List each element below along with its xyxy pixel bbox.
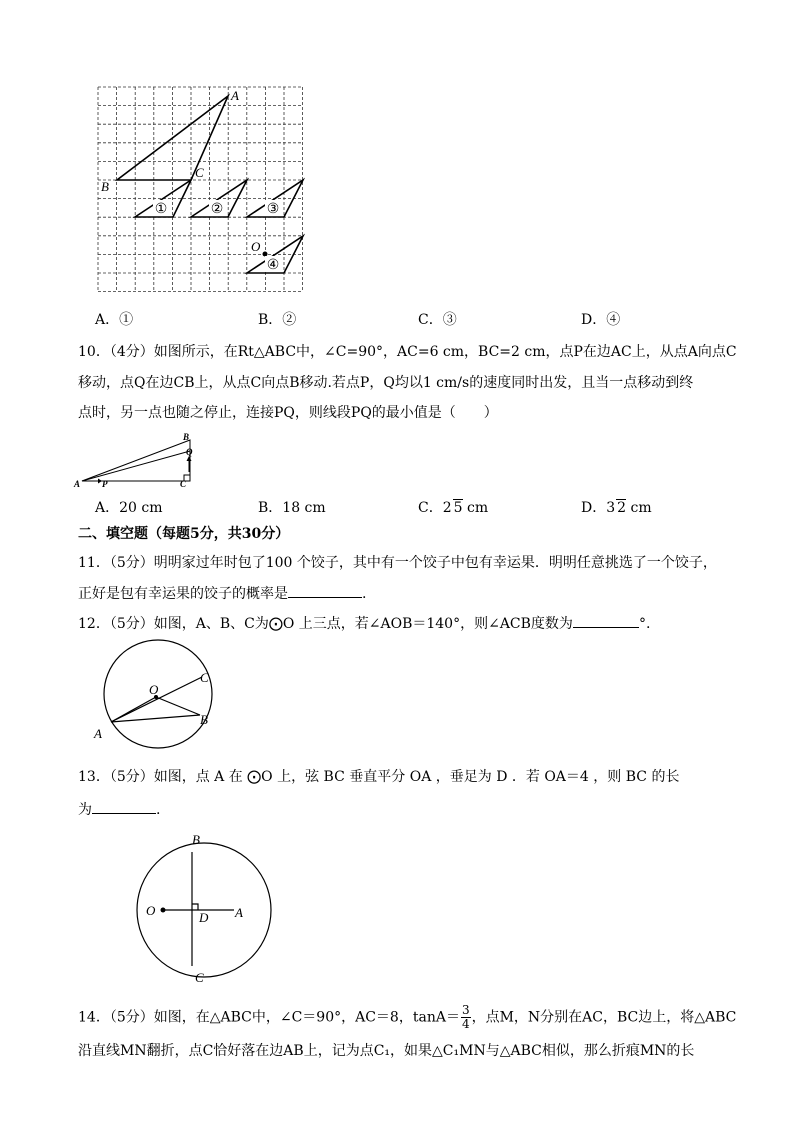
answer-blank <box>92 799 156 814</box>
q13-circle-figure <box>140 828 300 988</box>
label-b: B <box>101 179 109 194</box>
label-a: A <box>235 905 243 920</box>
q11-line-1: 11．（5分）明明家过年时包了100 个饺子，其中有一个饺子中包有幸运果．明明任意挑选了一个饺子， <box>78 555 717 571</box>
q14-line-1: 14．（5分）如图，在△ABC中，∠C＝90°，AC＝8，tanA＝ $\frac{3}{4}$ ，点M，N分别在AC，BC边上，将△ABC <box>78 1003 737 1031</box>
q10-option-b: B．18 cm <box>258 500 326 516</box>
q13-line-1: 13．（5分）如图，点 A 在 ⨀O 上，弦 BC 垂直平分 OA ，垂足为 D ．若 OA＝4 ，则 BC 的长 <box>78 769 680 785</box>
answer-blank <box>288 583 362 598</box>
q9-option-b: B．② <box>258 312 297 328</box>
shape-label-1: ① <box>154 202 168 217</box>
label-a: A <box>94 726 102 741</box>
shape-label-3: ③ <box>266 202 280 217</box>
q9-option-a: A．① <box>95 312 134 328</box>
label-q: Q <box>186 447 193 457</box>
label-c: C <box>195 970 204 985</box>
q13-line-2: 为 . <box>78 799 160 819</box>
q10-line-3: 点时，另一点也随之停止，连接PQ，则线段PQ的最小值是（ ） <box>78 405 498 421</box>
q11-line-2: 正好是包有幸运果的饺子的概率是 . <box>78 583 366 603</box>
label-o: O <box>149 682 159 697</box>
section-heading: 二、填空题（每题5分，共30分） <box>78 526 290 542</box>
label-a: A <box>231 88 239 103</box>
q9-grid-figure <box>95 84 325 299</box>
point-o-marker <box>263 252 268 257</box>
label-o: O <box>251 239 261 254</box>
label-c: C <box>195 165 204 180</box>
q10-option-c: C．2 5 cm <box>418 500 489 516</box>
q12-circle-figure <box>88 640 228 750</box>
shape-label-4: ④ <box>266 258 280 273</box>
q10-option-d: D．3 2 cm <box>581 500 652 516</box>
shape-label-2: ② <box>210 202 224 217</box>
label-p: P <box>102 479 108 489</box>
q10-line-2: 移动，点Q在边CB上，从点C向点B移动.若点P，Q均以1 cm/s的速度同时出发，且当一点移动到终 <box>78 375 694 391</box>
q10-line-1: 10．（4分）如图所示，在Rt△ABC中，∠C=90°，AC=6 cm，BC=2 cm，点P在边AC上，从点A向点C <box>78 344 737 360</box>
label-o: O <box>146 903 156 918</box>
label-b: B <box>183 432 190 442</box>
q10-option-a: A．20 cm <box>95 500 163 516</box>
label-d: D <box>199 910 209 925</box>
answer-blank <box>573 613 639 628</box>
q9-option-d: D．④ <box>581 312 621 328</box>
q10-figure <box>72 430 202 488</box>
q14-line-2: 沿直线MN翻折，点C恰好落在边AB上，记为点C₁，如果△C₁MN与△ABC相似，那么折痕MN的长 <box>78 1043 695 1059</box>
q9-option-c: C．③ <box>418 312 457 328</box>
label-a: A <box>74 479 81 489</box>
q12-line-1: 12．（5分）如图，A、B、C为⨀O 上三点，若∠AOB＝140°，则∠ACB度数为 °. <box>78 613 650 633</box>
fraction: $\frac{3}{4}$ <box>461 1003 470 1031</box>
label-c: C <box>200 670 209 685</box>
label-c: C <box>180 479 187 489</box>
label-b: B <box>200 712 208 727</box>
label-b: B <box>192 832 200 847</box>
